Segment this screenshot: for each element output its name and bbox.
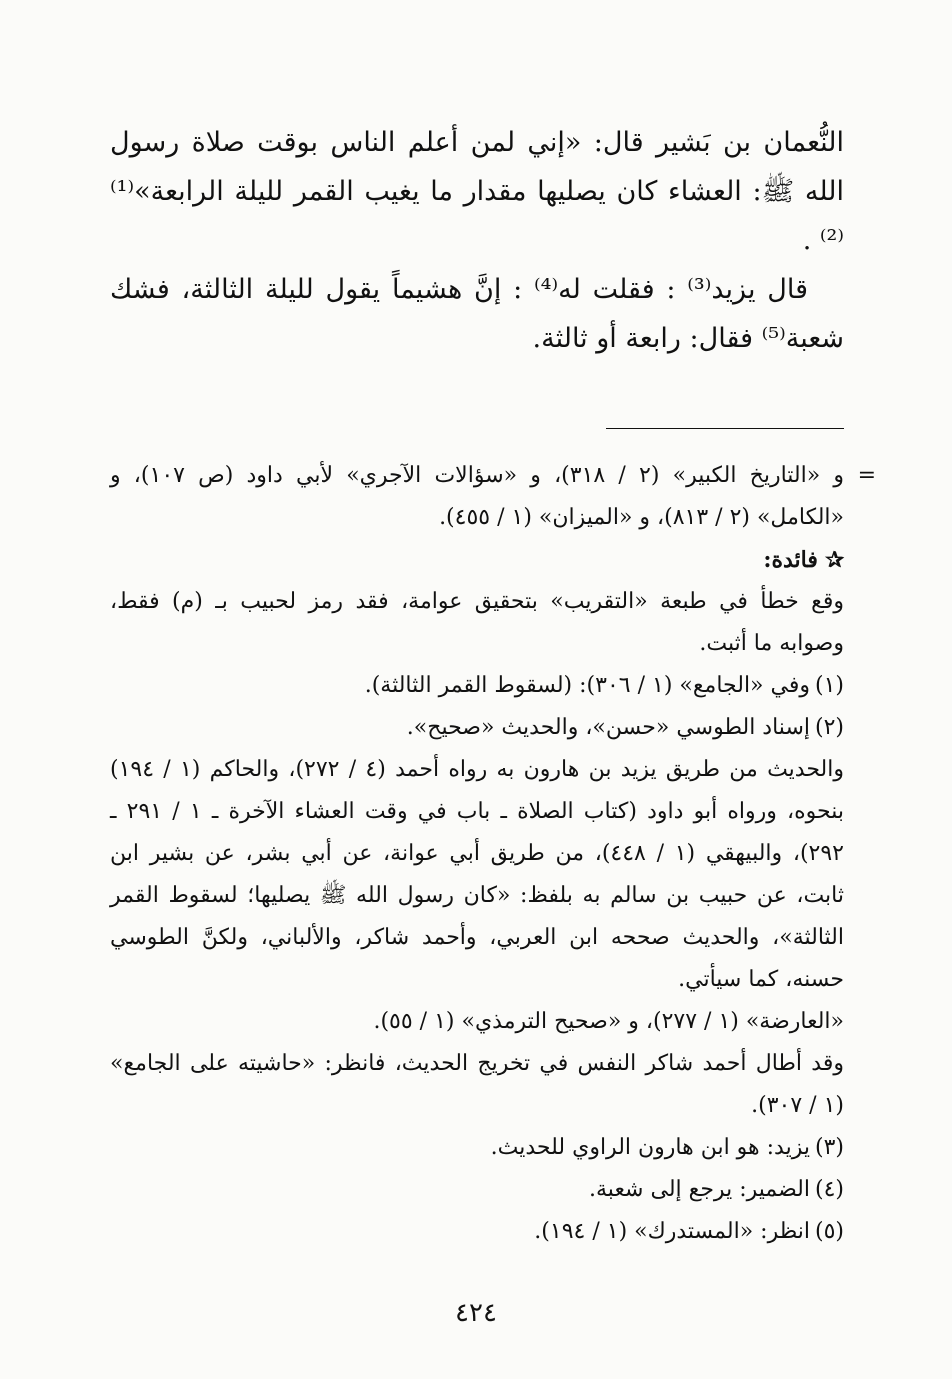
footnotes-section	[110, 455, 876, 1253]
footnote-number: (٥)	[814, 1219, 844, 1244]
footnote-text: وفي «الجامع» (١ / ٣٠٦): (لسقوط القمر الثالثة).	[364, 673, 810, 698]
benefit-text: وقع خطأ في طبعة «التقريب» بتحقيق عوامة، فقد رمز لحبيب بـ (م) فقط، وصوابه ما أثبت.	[110, 589, 844, 656]
page-number: ٤٢٤	[455, 1298, 497, 1328]
footnote-4	[110, 1169, 844, 1211]
footnote-number: (١)	[814, 673, 844, 698]
main-paragraph-1: النُّعمان بن بَشير قال: «إني لمن أعلم الناس بوقت صلاة رسول الله ﷺ: العشاء كان يصليها مقدار ما يغيب القمر لليلة الرابعة»⁽¹⁾ ⁽²⁾ .	[110, 127, 844, 256]
footnote-separator	[606, 428, 844, 429]
main-text	[110, 118, 844, 363]
footnote-2-continuation: والحديث من طريق يزيد بن هارون به رواه أحمد (٤ / ٢٧٢)، والحاكم (١ / ١٩٤) بنحوه، ورواه أبو داود (كتاب الصلاة ـ باب في وقت العشاء الآخرة ـ ١ / ٢٩١ ـ ٢٩٢)، والبيهقي (١ / ٤٤٨)، من طريق أبي عوانة، عن أبي بشر، عن بشير ابن ثابت، عن حبيب بن سالم به بلفظ: «كان رسول الله ﷺ يصليها؛ لسقوط القمر الثالثة»، والحديث صححه ابن العربي، وأحمد شاكر، والألباني، ولكنَّ الطوسي حسنه، كما سيأتي.	[110, 757, 844, 992]
footnote-number: (٤)	[814, 1177, 844, 1202]
footnote-number: (٢)	[814, 715, 844, 740]
footnote-2-further: وقد أطال أحمد شاكر النفس في تخريج الحديث، فانظر: «حاشيته على الجامع» (١ / ٣٠٧).	[110, 1051, 844, 1118]
benefit-title: ✰ فائدة:	[763, 547, 844, 573]
footnote-2	[110, 707, 844, 749]
footnote-text: الضمير: يرجع إلى شعبة.	[589, 1177, 810, 1202]
footnote-5	[110, 1211, 844, 1253]
footnote-number: (٣)	[814, 1135, 844, 1160]
footnote-text: يزيد: هو ابن هارون الراوي للحديث.	[490, 1135, 810, 1160]
footnote-text: إسناد الطوسي «حسن»، والحديث «صحيح».	[406, 715, 810, 740]
footnote-2-reference: «العارضة» (١ / ٢٧٧)، و «صحيح الترمذي» (١ / ٥٥).	[373, 1009, 844, 1034]
main-paragraph-2: قال يزيد⁽³⁾ : فقلت له⁽⁴⁾ : إنَّ هشيماً يقول لليلة الثالثة، فشك شعبة⁽⁵⁾ فقال: رابعة أو ثالثة.	[110, 274, 844, 354]
continuation-note: و «التاريخ الكبير» (٢ / ٣١٨)، و «سؤالات الآجري» لأبي داود (ص ١٠٧)، و «الكامل» (٢ / ٨١٣)، و «الميزان» (١ / ٤٥٥).	[110, 463, 845, 530]
footnote-3	[110, 1127, 844, 1169]
footnote-text: انظر: «المستدرك» (١ / ١٩٤).	[534, 1219, 810, 1244]
continuation-mark: =	[857, 463, 876, 488]
footnote-1	[110, 665, 844, 707]
